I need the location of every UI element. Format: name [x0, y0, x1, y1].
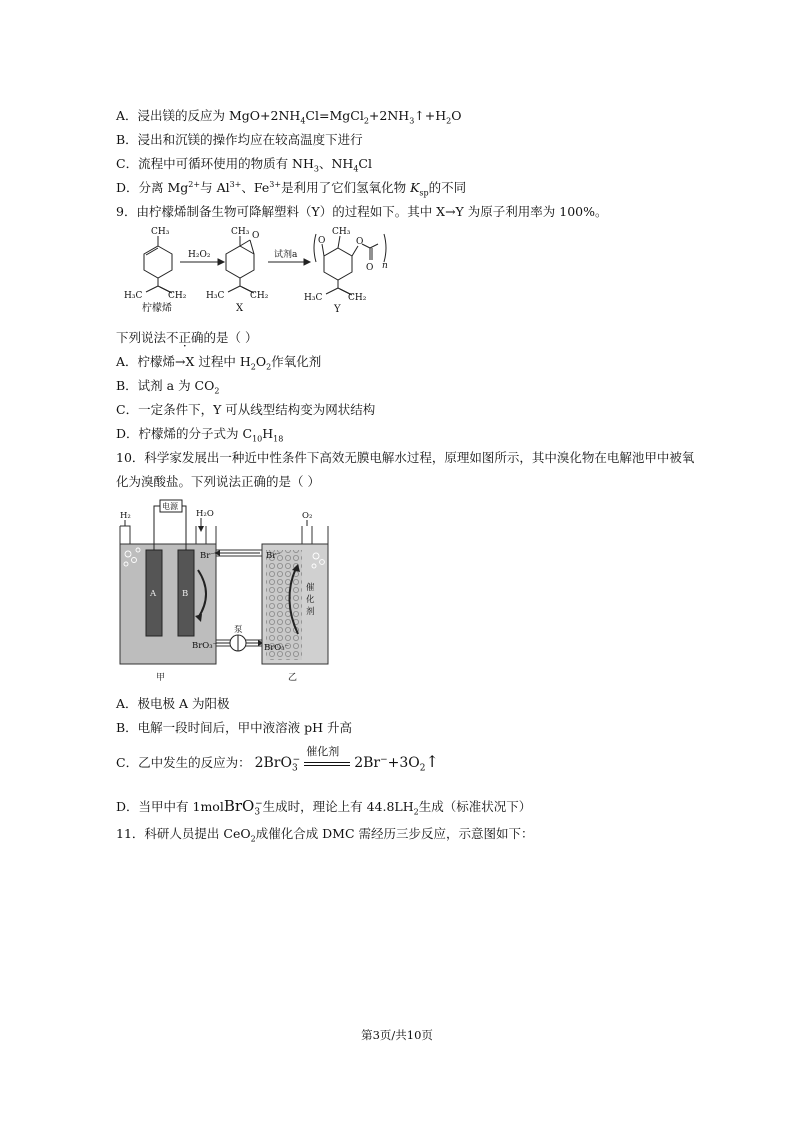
y-oxygen-right: O: [356, 237, 364, 247]
br-ion-left: Br⁻: [200, 551, 215, 561]
q10-option-b: B．电解一段时间后，甲中液溶液 pH 升高: [116, 720, 353, 735]
catalyst-condition: 催化剂: [306, 744, 340, 758]
limonene-h3c: H₃C: [124, 291, 143, 301]
y-ch3: CH₃: [332, 227, 351, 237]
q11-stem: 11．科研人员提出 CeO$_2$成催化合成 DMC 需经历三步反应，示意图如下：: [116, 826, 534, 844]
bro3-ion-left: BrO₃⁻: [192, 641, 218, 651]
cell-yi-label: 乙: [288, 673, 298, 683]
power-supply-label: 电源: [162, 502, 178, 511]
cell-jia-label: 甲: [156, 673, 166, 683]
pump-label: 泵: [234, 625, 243, 635]
q10-stem-line2: 化为溴酸盐。下列说法正确的是（ ）: [116, 474, 320, 489]
q8-option-d: D．分离 $Mg^{2+}$与 $Al^{3+}$、$Fe^{3+}$是利用了它们氢氧化物 $K_{sp}$的不同: [116, 179, 467, 198]
h2-outlet-label: H₂: [120, 511, 131, 521]
q10-option-c: C．乙中发生的反应为： 2BrO$_3$− 催化剂 $2Br^-+3O_2↑$: [116, 744, 439, 774]
q9-option-c: C．一定条件下，Y 可从线型结构变为网状结构: [116, 402, 376, 417]
q8-option-a: A．浸出镁的反应为 $MgO+2NH_4Cl=MgCl_2+2NH_3↑+H_2O$: [116, 108, 462, 126]
q10-electrolysis-diagram: [116, 498, 336, 684]
q9-question: 下列说法不正确的是（ ）: [116, 330, 258, 345]
y-ch2: CH₂: [348, 293, 367, 303]
y-h3c: H₃C: [304, 293, 323, 303]
q10-option-d: D．当甲中有 1molBrO$_3$−生成时，理论上有 $44.8LH_2$生成（标准状况下）: [116, 797, 532, 818]
x-ch3: CH₃: [231, 227, 250, 237]
x-h3c: H₃C: [206, 291, 225, 301]
y-subscript-n: n: [382, 261, 388, 271]
electrode-a-label: A: [150, 589, 157, 599]
x-ch2: CH₂: [250, 291, 269, 301]
page-number-footer: 第3页/共10页: [361, 1028, 433, 1042]
reagent-a: 试剂a: [274, 250, 298, 260]
q10-stem-line1: 10．科学家发展出一种近中性条件下高效无膜电解水过程，原理如图所示，其中溴化物在电解池甲中被氧: [116, 450, 695, 465]
q9-option-d: D．柠檬烯的分子式为 $C_{10}H_{18}$: [116, 426, 284, 444]
catalyst-label-3: 剂: [306, 607, 315, 617]
q10-option-a: A．极电极 A 为阳极: [116, 696, 230, 711]
catalyst-label-1: 催: [306, 583, 315, 593]
br-ion-right: Br⁻: [266, 551, 281, 561]
q8-option-b: B．浸出和沉镁的操作均应在较高温度下进行: [116, 132, 363, 147]
o2-outlet-label: O₂: [302, 511, 313, 521]
y-oxygen-left: O: [318, 236, 326, 246]
label-limonene: 柠檬烯: [142, 303, 172, 314]
limonene-ch2: CH₂: [168, 291, 187, 301]
q8-option-c: C．流程中可循环使用的物质有 $NH_3$、$NH_4Cl$: [116, 156, 372, 174]
h2o-inlet-label: H₂O: [196, 509, 214, 519]
q9-option-a: A．柠檬烯→X 过程中 $H_2O_2$作氧化剂: [116, 354, 322, 372]
q9-reaction-scheme: [118, 224, 388, 316]
x-epoxide-o: O: [252, 231, 260, 241]
label-y: Y: [334, 304, 341, 315]
q9-stem: 9．由柠檬烯制备生物可降解塑料（Y）的过程如下。其中 X→Y 为原子利用率为 100%。: [116, 204, 608, 219]
electrode-b-label: B: [182, 589, 189, 599]
reagent-h2o2: H₂O₂: [188, 250, 211, 260]
catalyst-label-2: 化: [306, 595, 315, 605]
q9-option-b: B．试剂 a 为 $CO_2$: [116, 378, 220, 396]
bro3-ion-right: BrO₃⁻: [264, 643, 290, 653]
y-carbonyl-o: O: [366, 263, 374, 273]
label-x: X: [236, 303, 244, 314]
limonene-ch3: CH₃: [151, 227, 170, 237]
